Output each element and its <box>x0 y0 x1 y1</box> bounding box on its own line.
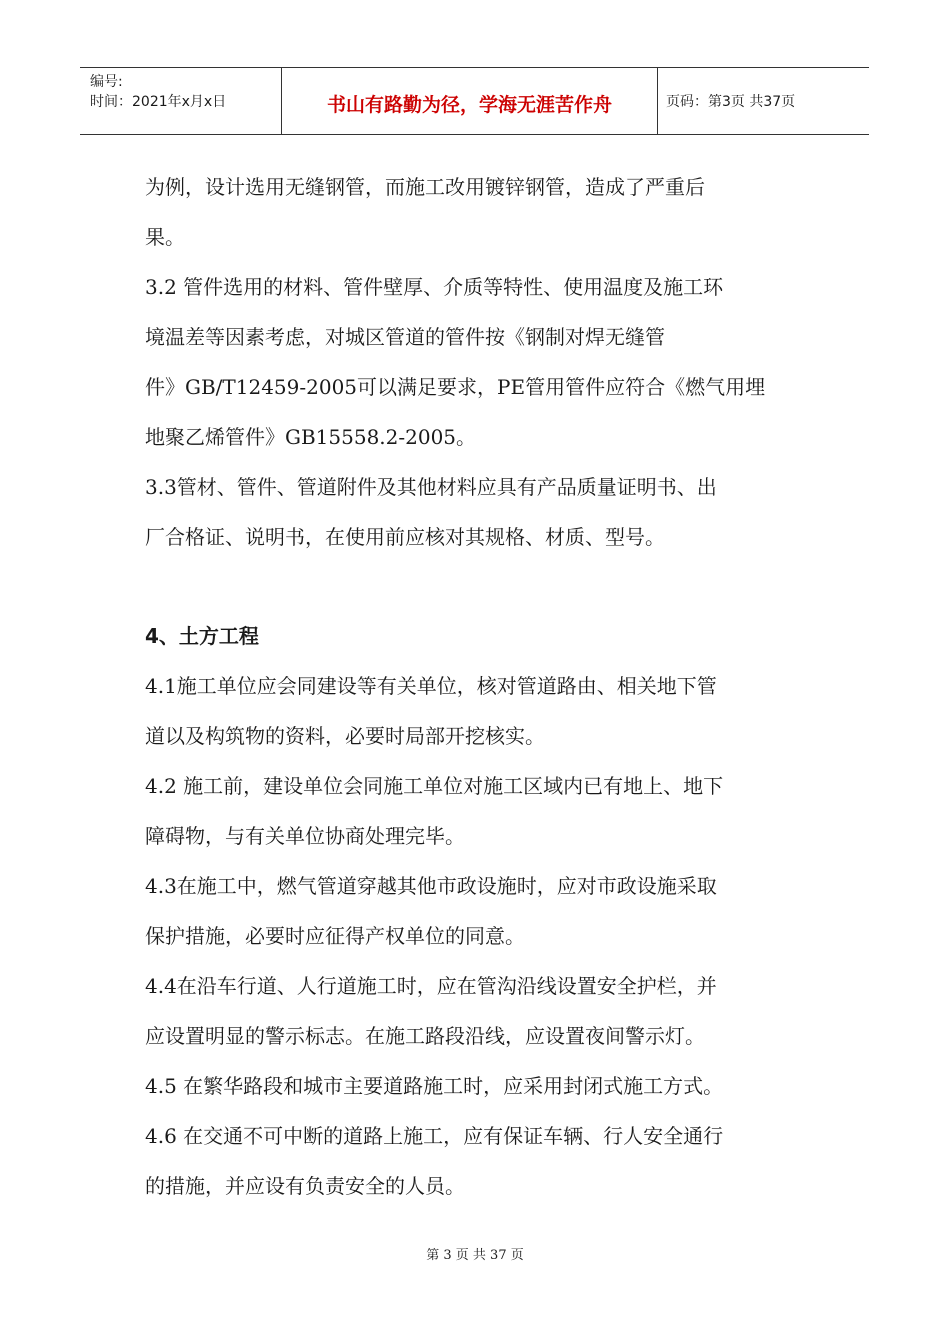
section-line: 道以及构筑物的资料，必要时局部开挖核实。 <box>145 724 545 748</box>
document-body <box>145 162 815 1211</box>
section-heading: 4、土方工程 <box>145 624 259 648</box>
section-line: 4.5 在繁华路段和城市主要道路施工时，应采用封闭式施工方式。 <box>145 1074 724 1098</box>
document-time: 时间：2021年x月x日 <box>90 94 227 110</box>
paragraph-gap <box>145 562 815 611</box>
body-line: 果。 <box>145 225 185 249</box>
document-number-label: 编号: <box>90 74 123 90</box>
body-line: 为例，设计选用无缝钢管，而施工改用镀锌钢管，造成了严重后 <box>145 175 705 199</box>
body-line: 境温差等因素考虑，对城区管道的管件按《钢制对焊无缝管 <box>145 325 665 349</box>
section-line: 4.3在施工中，燃气管道穿越其他市政设施时，应对市政设施采取 <box>145 874 717 898</box>
page-footer: 第 3 页 共 37 页 <box>426 1248 524 1263</box>
section-line: 4.2 施工前，建设单位会同施工单位对施工区域内已有地上、地下 <box>145 774 724 798</box>
header-motto: 书山有路勤为径，学海无涯苦作舟 <box>282 68 658 134</box>
body-line: 地聚乙烯管件》GB15558.2-2005。 <box>145 425 477 449</box>
body-line: 件》GB/T12459-2005可以满足要求，PE管用管件应符合《燃气用埋 <box>145 375 766 399</box>
header-meta <box>80 68 282 134</box>
section-line: 的措施，并应设有负责安全的人员。 <box>145 1174 465 1198</box>
body-line: 厂合格证、说明书，在使用前应核对其规格、材质、型号。 <box>145 525 665 549</box>
page-header <box>80 67 869 135</box>
section-line: 4.6 在交通不可中断的道路上施工，应有保证车辆、行人安全通行 <box>145 1124 724 1148</box>
body-line: 3.3管材、管件、管道附件及其他材料应具有产品质量证明书、出 <box>145 475 717 499</box>
body-line: 3.2 管件选用的材料、管件壁厚、介质等特性、使用温度及施工环 <box>145 275 724 299</box>
section-line: 4.4在沿车行道、人行道施工时，应在管沟沿线设置安全护栏，并 <box>145 974 717 998</box>
section-line: 保护措施，必要时应征得产权单位的同意。 <box>145 924 525 948</box>
section-line: 障碍物，与有关单位协商处理完毕。 <box>145 824 465 848</box>
section-line: 4.1施工单位应会同建设等有关单位，核对管道路由、相关地下管 <box>145 674 717 698</box>
header-page-info: 页码：第3页 共37页 <box>666 94 796 110</box>
section-line: 应设置明显的警示标志。在施工路段沿线，应设置夜间警示灯。 <box>145 1024 705 1048</box>
